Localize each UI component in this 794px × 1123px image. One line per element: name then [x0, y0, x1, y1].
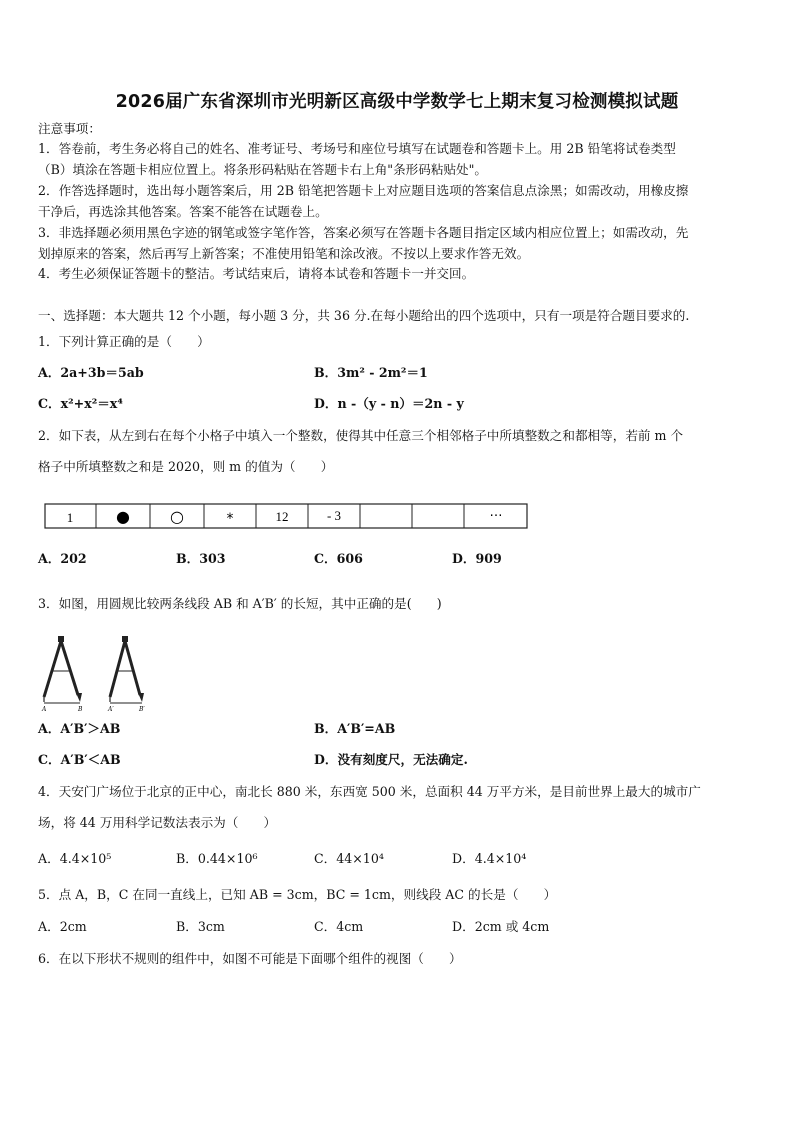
- compass-figure: [38, 635, 156, 711]
- strip-cell-hollow-circle: ○: [170, 507, 184, 526]
- q4-option-a: A．4.4×10⁵: [38, 851, 112, 866]
- q6-stem: 6．在以下形状不规则的组件中，如图不可能是下面哪个组件的视图（ ）: [38, 951, 462, 966]
- q1-option-b: B．3m² - 2m²＝1: [314, 365, 428, 380]
- notice-line: 划掉原来的答案，然后再写上新答案；不准使用铅笔和涂改液。不按以上要求作答无效。: [38, 246, 530, 261]
- q4-option-d: D．4.4×10⁴: [452, 851, 527, 866]
- q5-option-d: D．2cm 或 4cm: [452, 919, 550, 934]
- page-title: 2026届广东省深圳市光明新区高级中学数学七上期末复习检测模拟试题: [115, 92, 679, 112]
- strip-cell-12: 12: [275, 509, 289, 524]
- q4-stem-line2: 场，将 44 万用科学记数法表示为（ ）: [38, 815, 277, 830]
- q5-stem: 5．点 A，B，C 在同一直线上，已知 AB = 3cm，BC = 1cm，则线段 AC 的长是（ ）: [38, 887, 557, 902]
- q4-option-b: B．0.44×10⁶: [176, 851, 258, 866]
- compass-icon-right: [107, 636, 145, 711]
- q5-option-b: B．3cm: [176, 919, 225, 934]
- notice-line: 4．考生必须保证答题卡的整洁。考试结束后，请将本试卷和答题卡一并交回。: [38, 266, 475, 281]
- strip-cell-filled-dot: ●: [116, 507, 130, 526]
- q3-option-d: D．没有刻度尺，无法确定.: [314, 752, 468, 767]
- q5-option-a: A．2cm: [38, 919, 87, 934]
- q4-option-c: C．44×10⁴: [314, 851, 384, 866]
- strip-cell-1: 1: [66, 510, 74, 525]
- label-b-prime: B′: [139, 706, 145, 711]
- q2-stem-line2: 格子中所填整数之和是 2020，则 m 的值为（ ）: [38, 459, 334, 474]
- strip-cell-ellipsis: …: [489, 505, 503, 520]
- q2-option-b: B．303: [176, 551, 226, 566]
- strip-cell-star: *: [226, 511, 234, 527]
- notice-line: 3．非选择题必须用黑色字迹的钢笔或签字笔作答，答案必须写在答题卡各题目指定区域内相应位置上；如需改动，先: [38, 225, 689, 240]
- q3-stem: 3．如图，用圆规比较两条线段 AB 和 A′B′ 的长短，其中正确的是( ): [38, 596, 442, 611]
- q1-stem: 1．下列计算正确的是（ ）: [38, 334, 210, 349]
- q3-option-b: B．A′B′=AB: [314, 721, 396, 736]
- compass-icon-left: [41, 636, 83, 711]
- notice-line: 2．作答选择题时，选出每小题答案后，用 2B 铅笔把答题卡上对应题目选项的答案信息点涂黑；如需改动，用橡皮擦: [38, 183, 689, 198]
- q3-option-c: C．A′B′＜AB: [38, 752, 121, 767]
- section-heading: 一、选择题：本大题共 12 个小题，每小题 3 分，共 36 分.在每小题给出的四个选项中，只有一项是符合题目要求的.: [38, 308, 690, 323]
- strip-cell-minus3: - 3: [326, 508, 342, 523]
- q2-option-a: A．202: [38, 551, 87, 566]
- notice-heading: 注意事项：: [38, 121, 101, 136]
- number-strip-table: [44, 496, 528, 530]
- q3-option-a: A．A′B′＞AB: [38, 721, 121, 736]
- q4-stem-line1: 4．天安门广场位于北京的正中心，南北长 880 米，东西宽 500 米，总面积 44 万平方米，是目前世界上最大的城市广: [38, 784, 701, 799]
- q1-option-c: C．x²+x²＝x⁴: [38, 396, 123, 411]
- label-a: A: [42, 706, 47, 711]
- notice-line: 1．答卷前，考生务必将自己的姓名、准考证号、考场号和座位号填写在试题卷和答题卡上。用 2B 铅笔将试卷类型: [38, 141, 676, 156]
- label-a-prime: A′: [108, 706, 114, 711]
- q1-option-d: D．n -（y - n）＝2n - y: [314, 396, 464, 411]
- q2-option-c: C．606: [314, 551, 363, 566]
- notice-line: （B）填涂在答题卡相应位置上。将条形码粘贴在答题卡右上角"条形码粘贴处"。: [38, 162, 488, 177]
- q1-option-a: A．2a+3b＝5ab: [38, 365, 144, 380]
- label-b: B: [78, 706, 83, 711]
- q2-stem-line1: 2．如下表，从左到右在每个小格子中填入一个整数，使得其中任意三个相邻格子中所填整数之和都相等，若前 m 个: [38, 428, 684, 443]
- q2-option-d: D．909: [452, 551, 502, 566]
- notice-line: 干净后，再选涂其他答案。答案不能答在试题卷上。: [38, 204, 328, 219]
- q5-option-c: C．4cm: [314, 919, 364, 934]
